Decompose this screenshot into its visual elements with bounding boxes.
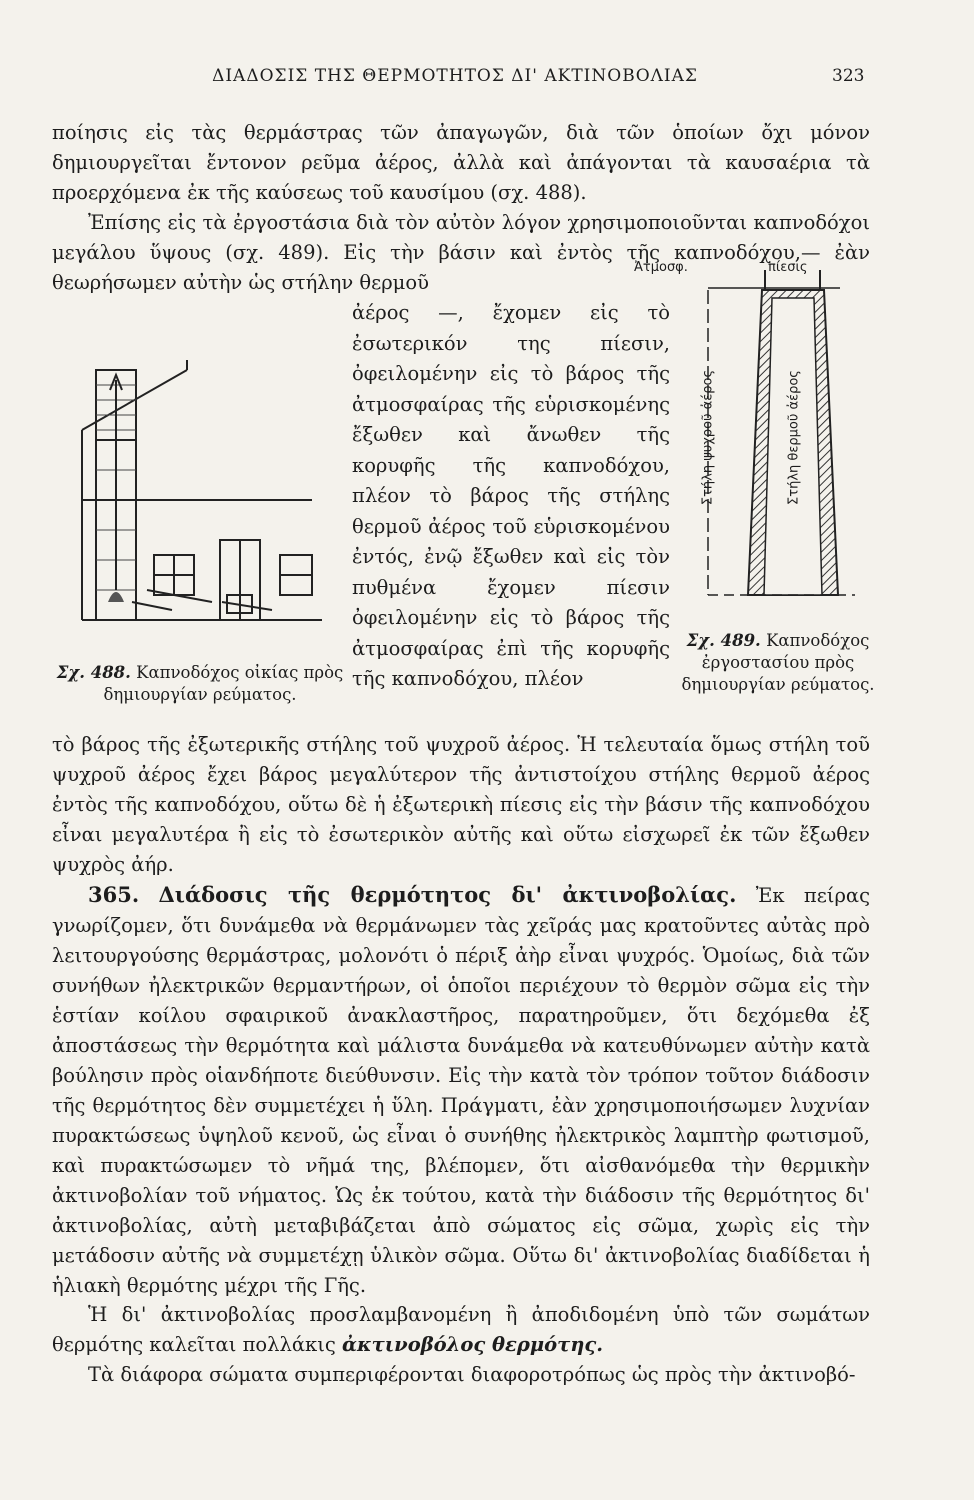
paragraph-4: [52, 1300, 870, 1360]
figure-489-cold-column-label: Στήλη ψυχροῦ ἀέρος: [700, 369, 716, 506]
figure-488-label: Σχ. 488.: [56, 663, 131, 682]
figure-489-factory-chimney: [634, 250, 870, 610]
running-title: ΔΙΑΔΟΣΙΣ ΤΗΣ ΘΕΡΜΟΤΗΤΟΣ ΔΙ' ΑΚΤΙΝΟΒΟΛΙΑΣ: [212, 66, 698, 86]
figure-489-caption-text: Καπνοδόχος ἐργοστασίου πρὸς δημιουργίαν ρεύματος.: [681, 631, 875, 694]
figure-489-caption: [678, 630, 878, 696]
figure-488-caption-text: Καπνοδόχος οἰκίας πρὸς δημιουργίαν ρεύματος.: [103, 663, 344, 704]
figure-489-label: Σχ. 489.: [686, 631, 761, 650]
figure-489-label-atm: Ἀτμοσφ.: [634, 260, 688, 275]
section-body: Ἐκ πείρας γνωρίζομεν, ὅτι δυνάμεθα νὰ θερμάνωμεν τὰς χεῖράς μας κρατοῦντες αὐτὰς πρὸ λειτουργούσης θερμάστρας, μολονότι ὁ πέριξ ἀὴρ εἶναι ψυχρός. Ὁμοίως, διὰ τῶν συνήθων ἠλεκτρικῶν θερμαντήρων, οἱ ὁποῖοι περιέχουν τὸ θερμὸν σῶμα εἰς τὴν ἑστίαν κοίλου σφαιρικοῦ ἀνακλαστῆρος, παρατηροῦμεν, ὅτι δεχόμεθα ἐξ ἀποστάσεως τὴν θερμότητα καὶ μάλιστα δυνάμεθα νὰ κατευθύνωμεν αὐτὴν κατὰ βούλησιν πρὸς οἱανδήποτε διεύθυνσιν. Εἰς τὴν κατὰ τὸν τρόπον τοῦτον διάδοσιν τῆς θερμότητος δὲν συμμετέχει ἡ ὕλη. Πράγματι, ἐὰν χρησιμοποιήσωμεν λυχνίαν πυρακτώσεως ὑψηλοῦ κενοῦ, ὡς εἶναι ὁ συνήθης ἠλεκτρικὸς λαμπτὴρ φωτισμοῦ, καὶ πυρακτώσωμεν τὸ νῆμά της, βλέπομεν, ὅτι αἰσθανόμεθα τὴν θερμικὴν ἀκτινοβολίαν τοῦ νήματος. Ὡς ἐκ τούτου, κατὰ τὴν διάδοσιν τῆς θερμότητος δι' ἀκτινοβολίας, αὐτὴ μεταβιβάζεται ἀπὸ σώματος εἰς σῶμα, χωρὶς εἰς τὴν μετάδοσιν αὐτῆς νὰ συμμετέχῃ ὑλικὸν σῶμα. Οὕτω δι' ἀκτινοβολίας διαδίδεται ἡ ἡλιακὴ θερμότης μέχρι τῆς Γῆς.: [52, 884, 871, 1297]
paragraph-2-column: ἀέρος —, ἔχομεν εἰς τὸ ἐσωτερικόν της πίεσιν, ὀφειλομένην εἰς τὸ βάρος τῆς ἀτμοσφαίρας τῆς εὑρισκομένης ἔξωθεν καὶ ἄνωθεν τῆς κορυφῆς τῆς καπνοδόχου, πλέον τὸ βάρος τῆς στήλης θερμοῦ ἀέρος τοῦ εὑρισκομένου ἐντός, ἐνῷ ἔξωθεν καὶ εἰς τὸν πυθμένα ἔχομεν πίεσιν ὀφειλομένην εἰς τὸ βάρος τῆς ἀτμοσφαίρας ἐπὶ τῆς κορυφῆς τῆς καπνοδόχου, πλέον: [352, 301, 670, 690]
term-radiant-heat: ἀκτινοβόλος θερμότης.: [341, 1333, 604, 1356]
paragraph-5: Τὰ διάφορα σώματα συμπεριφέρονται διαφοροτρόπως ὡς πρὸς τὴν ἀκτινοβό-: [88, 1363, 856, 1386]
section-title: Διάδοσις τῆς θερμότητος δι' ἀκτινοβολίας.: [158, 882, 737, 907]
fire-icon: [108, 592, 124, 602]
paragraph-2-top: Ἐπίσης εἰς τὰ ἐργοστάσια διὰ τὸν αὐτὸν λόγον χρησιμοποιοῦνται καπνοδόχοι μεγάλου ὕψους (σχ. 489). Εἰς τὴν βάσιν καὶ ἐντὸς τῆς καπνοδόχου,— ἐὰν θεωρήσωμεν αὐτὴν ὡς στήλην θερμοῦ: [52, 211, 870, 294]
paragraph-4-text: Ἡ δι' ἀκτινοβολίας προσλαμβανομένη ἢ ἀποδιδομένη ὑπὸ τῶν σωμάτων θερμότης καλεῖται πολλάκις: [52, 1303, 870, 1356]
paragraph-2-bottom: τὸ βάρος τῆς ἐξωτερικῆς στήλης τοῦ ψυχροῦ ἀέρος. Ἡ τελευταία ὅμως στήλη τοῦ ψυχροῦ ἀέρος ἔχει βάρος μεγαλύτερον τῆς ἀντιστοίχου στήλης θερμοῦ ἀέρος ἐντὸς τῆς καπνοδόχου, οὕτω δὲ ἡ ἐξωτερικὴ πίεσις εἰς τὴν βάσιν τῆς καπνοδόχου εἶναι μεγαλυτέρα ἢ εἰς τὸ ἐσωτερικὸν αὐτῆς καὶ οὕτω εἰσχωρεῖ ἐκ τῶν ἔξωθεν ψυχρὸς ἀήρ.: [52, 733, 870, 876]
section-number: 365.: [88, 882, 140, 907]
factory-chimney-drawing: [690, 250, 870, 610]
paragraph-section-365: [52, 880, 870, 1301]
figure-489-hot-column-label: Στήλη θερμοῦ ἀέρος: [786, 370, 802, 505]
figure-489-label-pressure: πίεσις: [768, 260, 808, 275]
page-number: 323: [832, 66, 865, 86]
house-chimney-drawing: [72, 340, 332, 640]
paragraph-1: ποίησις εἰς τὰς θερμάστρας τῶν ἀπαγωγῶν, διὰ τῶν ὁποίων ὄχι μόνον δημιουργεῖται ἔντονον ρεῦμα ἀέρος, ἀλλὰ καὶ ἀπάγονται τὰ καυσαέρια τὰ προερχόμενα ἐκ τῆς καύσεως τοῦ καυσίμου (σχ. 488).: [52, 121, 870, 204]
figure-488-house-chimney: [72, 340, 332, 640]
figure-488-caption: [50, 662, 350, 706]
